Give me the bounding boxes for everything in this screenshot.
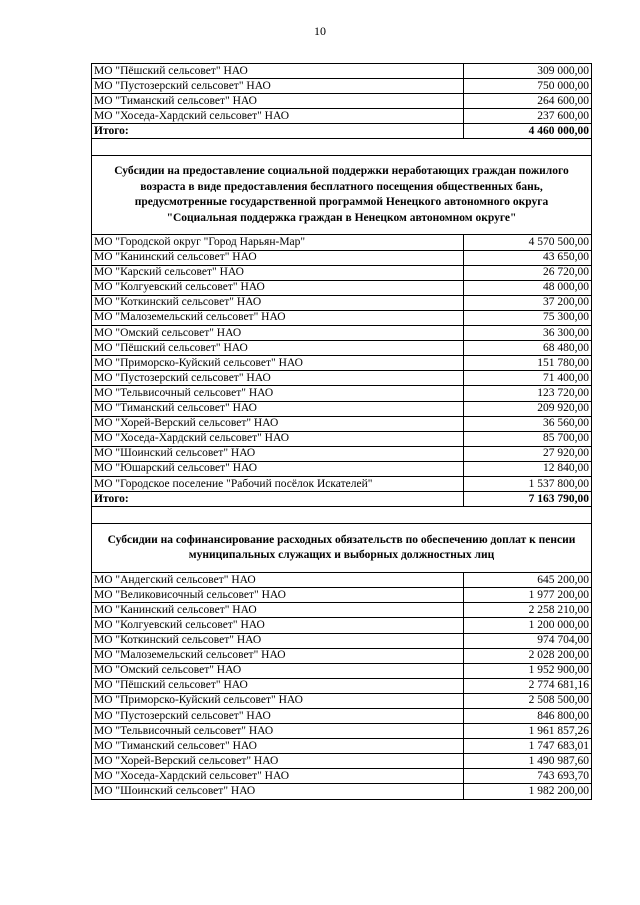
municipality-name: МО "Шоинский сельсовет" НАО [92,784,464,799]
amount-value: 237 600,00 [464,109,592,124]
amount-value: 12 840,00 [464,461,592,476]
table-row [92,633,592,648]
amount-value: 4 570 500,00 [464,235,592,250]
table-row [92,724,592,739]
municipality-name: МО "Канинский сельсовет" НАО [92,603,464,618]
table-row [92,386,592,401]
table-row [92,693,592,708]
municipality-name: МО "Тиманский сельсовет" НАО [92,739,464,754]
municipality-name: МО "Городское поселение "Рабочий посёлок Искателей" [92,476,464,491]
municipality-name: МО "Малоземельский сельсовет" НАО [92,648,464,663]
municipality-name: МО "Хорей-Верский сельсовет" НАО [92,754,464,769]
page-number: 10 [314,24,326,38]
municipality-name: МО "Коткинский сельсовет" НАО [92,633,464,648]
municipality-name: МО "Колгуевский сельсовет" НАО [92,280,464,295]
table-row [92,573,592,588]
table-row [92,371,592,386]
amount-value: 1 747 683,01 [464,739,592,754]
amount-value: 1 961 857,26 [464,724,592,739]
amount-value: 2 258 210,00 [464,603,592,618]
table-row [92,250,592,265]
amount-value: 264 600,00 [464,94,592,109]
subsidies-table [91,63,592,800]
amount-value: 209 920,00 [464,401,592,416]
municipality-name: МО "Приморско-Куйский сельсовет" НАО [92,693,464,708]
amount-value: 743 693,70 [464,769,592,784]
table-row [92,326,592,341]
amount-value: 71 400,00 [464,371,592,386]
amount-value: 1 977 200,00 [464,588,592,603]
municipality-name: МО "Пустозерский сельсовет" НАО [92,709,464,724]
municipality-name: МО "Пустозерский сельсовет" НАО [92,79,464,94]
table-row [92,663,592,678]
amount-value: 43 650,00 [464,250,592,265]
amount-value: 1 200 000,00 [464,618,592,633]
amount-value: 151 780,00 [464,356,592,371]
municipality-name: МО "Великовисочный сельсовет" НАО [92,588,464,603]
amount-value: 26 720,00 [464,265,592,280]
amount-value: 36 300,00 [464,326,592,341]
municipality-name: МО "Тельвисочный сельсовет" НАО [92,386,464,401]
municipality-name: МО "Тиманский сельсовет" НАО [92,401,464,416]
table-row [92,648,592,663]
table-row [92,784,592,799]
amount-value: 2 508 500,00 [464,693,592,708]
total-row [92,124,592,139]
municipality-name: МО "Канинский сельсовет" НАО [92,250,464,265]
amount-value: 1 490 987,60 [464,754,592,769]
table-row [92,265,592,280]
municipality-name: МО "Хорей-Верский сельсовет" НАО [92,416,464,431]
table-row [92,310,592,325]
table-row [92,356,592,371]
amount-value: 48 000,00 [464,280,592,295]
table-row [92,341,592,356]
municipality-name: МО "Городской округ "Город Нарьян-Мар" [92,235,464,250]
municipality-name: МО "Юшарский сельсовет" НАО [92,461,464,476]
total-amount: 7 163 790,00 [464,492,592,507]
table-row [92,64,592,79]
table-row [92,79,592,94]
amount-value: 974 704,00 [464,633,592,648]
amount-value: 27 920,00 [464,446,592,461]
table-row [92,769,592,784]
table-row [92,295,592,310]
table-row [92,709,592,724]
municipality-name: МО "Хоседа-Хардский сельсовет" НАО [92,431,464,446]
table-row [92,446,592,461]
amount-value: 75 300,00 [464,310,592,325]
table-row [92,109,592,124]
amount-value: 645 200,00 [464,573,592,588]
table-row [92,280,592,295]
table-row [92,618,592,633]
amount-value: 85 700,00 [464,431,592,446]
section-title-baths: Субсидии на предоставление социальной поддержки неработающих граждан пожилого возраста в виде предоставления бесплатного посещения общественных бань, предусмотренные государственной программой Ненецкого автономного округа "Социальная поддержка граждан в Ненецком автономном округе" [92,156,592,235]
table-row [92,431,592,446]
total-label: Итого: [92,492,464,507]
spacer-cell [92,507,592,524]
table-row [92,416,592,431]
municipality-name: МО "Пёшский сельсовет" НАО [92,678,464,693]
amount-value: 1 952 900,00 [464,663,592,678]
amount-value: 1 982 200,00 [464,784,592,799]
amount-value: 37 200,00 [464,295,592,310]
amount-value: 68 480,00 [464,341,592,356]
total-label: Итого: [92,124,464,139]
table-row [92,401,592,416]
municipality-name: МО "Тиманский сельсовет" НАО [92,94,464,109]
municipality-name: МО "Омский сельсовет" НАО [92,663,464,678]
spacer-row [92,139,592,156]
section-title-pensions: Субсидии на софинансирование расходных обязательств по обеспечению доплат к пенсии муниципальных служащих и выборных должностных лиц [92,524,592,573]
amount-value: 123 720,00 [464,386,592,401]
table-row [92,94,592,109]
amount-value: 1 537 800,00 [464,476,592,491]
table-row [92,603,592,618]
municipality-name: МО "Шоинский сельсовет" НАО [92,446,464,461]
section-header-row [92,524,592,573]
total-amount: 4 460 000,00 [464,124,592,139]
table-row [92,739,592,754]
municipality-name: МО "Омский сельсовет" НАО [92,326,464,341]
amount-value: 750 000,00 [464,79,592,94]
table-row [92,461,592,476]
municipality-name: МО "Пёшский сельсовет" НАО [92,64,464,79]
spacer-row [92,507,592,524]
table-row [92,588,592,603]
amount-value: 846 800,00 [464,709,592,724]
table-row [92,754,592,769]
total-row [92,492,592,507]
section-header-row [92,156,592,235]
amount-value: 36 560,00 [464,416,592,431]
spacer-cell [92,139,592,156]
municipality-name: МО "Приморско-Куйский сельсовет" НАО [92,356,464,371]
table-row [92,476,592,491]
table-row [92,235,592,250]
municipality-name: МО "Пёшский сельсовет" НАО [92,341,464,356]
municipality-name: МО "Хоседа-Хардский сельсовет" НАО [92,109,464,124]
municipality-name: МО "Тельвисочный сельсовет" НАО [92,724,464,739]
municipality-name: МО "Коткинский сельсовет" НАО [92,295,464,310]
amount-value: 309 000,00 [464,64,592,79]
table-row [92,678,592,693]
amount-value: 2 028 200,00 [464,648,592,663]
municipality-name: МО "Андегский сельсовет" НАО [92,573,464,588]
municipality-name: МО "Хоседа-Хардский сельсовет" НАО [92,769,464,784]
municipality-name: МО "Колгуевский сельсовет" НАО [92,618,464,633]
municipality-name: МО "Карский сельсовет" НАО [92,265,464,280]
amount-value: 2 774 681,16 [464,678,592,693]
municipality-name: МО "Пустозерский сельсовет" НАО [92,371,464,386]
municipality-name: МО "Малоземельский сельсовет" НАО [92,310,464,325]
